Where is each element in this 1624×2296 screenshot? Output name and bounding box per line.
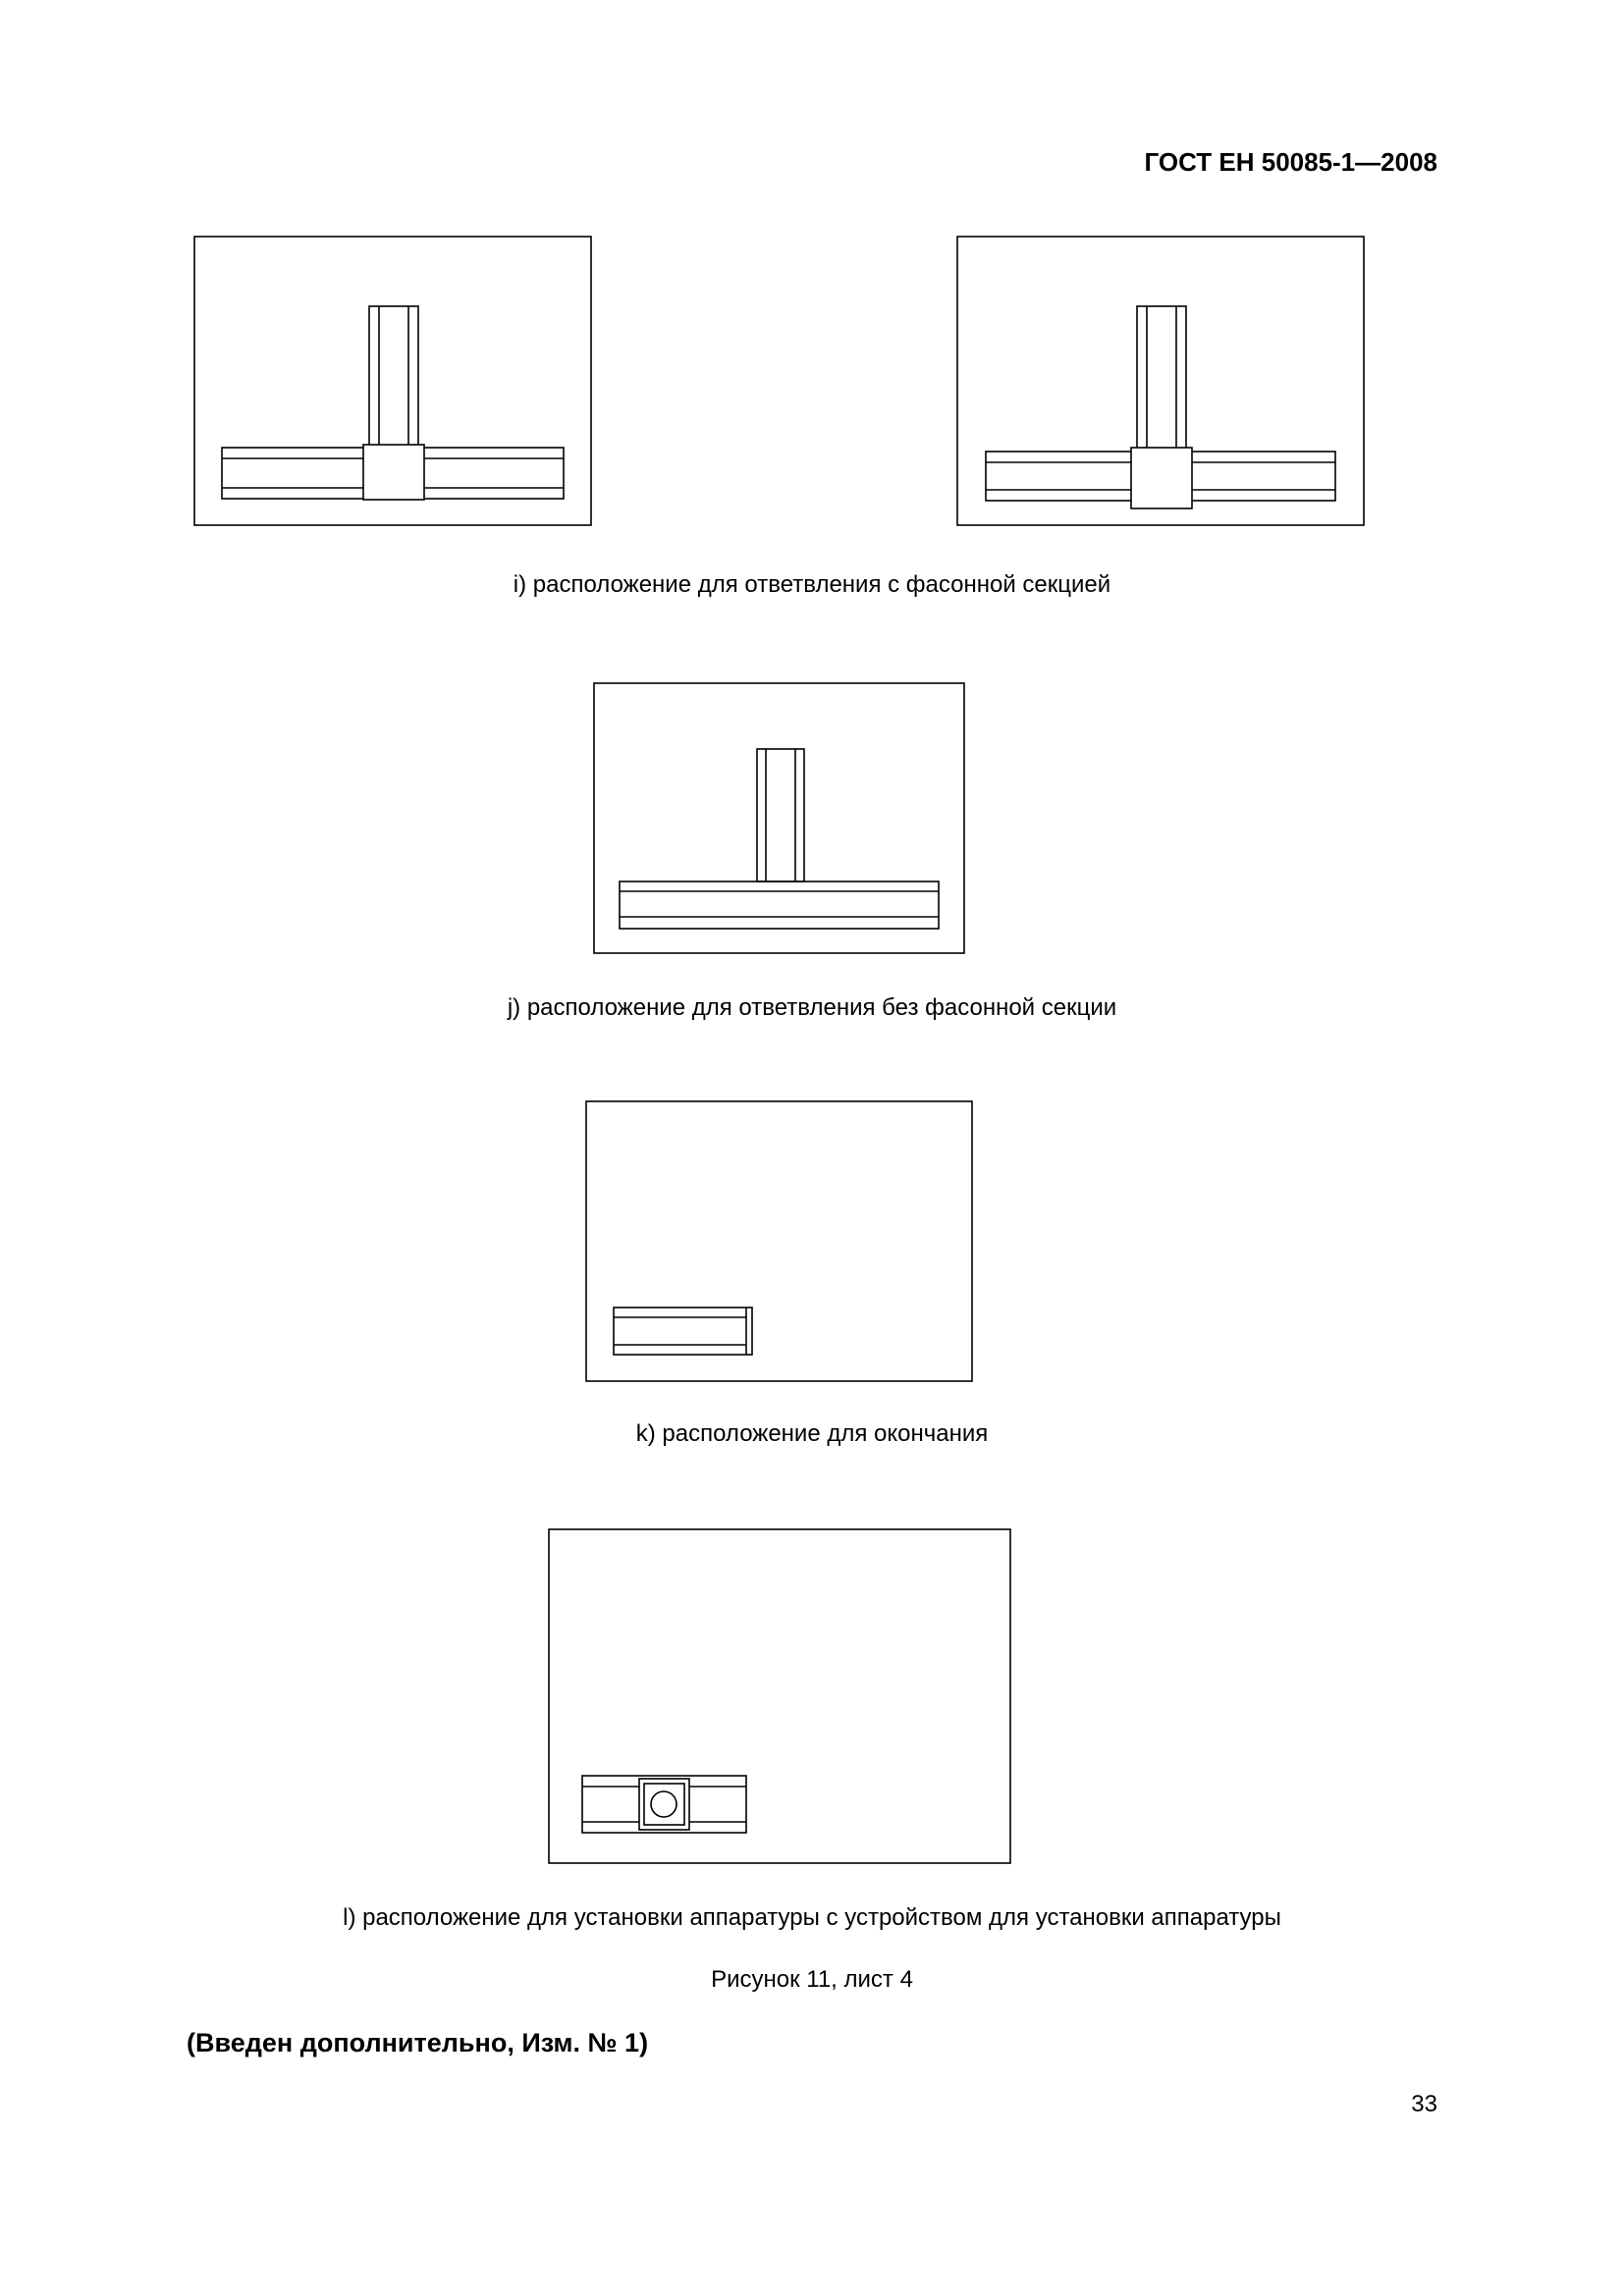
figure-j-caption: j) расположение для ответвления без фасонной секции bbox=[507, 994, 1117, 1021]
figure-i-left-drawing bbox=[194, 237, 591, 525]
figure-j-drawing bbox=[594, 683, 964, 953]
page-number: 33 bbox=[1411, 2091, 1437, 2117]
amendment-note: (Введен дополнительно, Изм. № 1) bbox=[187, 2028, 649, 2057]
figure-title: Рисунок 11, лист 4 bbox=[711, 1966, 913, 1993]
figure-l-caption: l) расположение для установки аппаратуры с устройством для установки аппаратуры bbox=[343, 1904, 1281, 1931]
figure-k-drawing bbox=[586, 1101, 972, 1381]
figure-i-right-drawing bbox=[957, 237, 1364, 525]
figure-i-caption: i) расположение для ответвления с фасонной секцией bbox=[513, 571, 1111, 598]
figure-l-drawing bbox=[549, 1529, 1010, 1863]
document-code-header: ГОСТ ЕН 50085-1—2008 bbox=[1144, 147, 1437, 177]
figure-k-caption: k) расположение для окончания bbox=[635, 1420, 989, 1447]
